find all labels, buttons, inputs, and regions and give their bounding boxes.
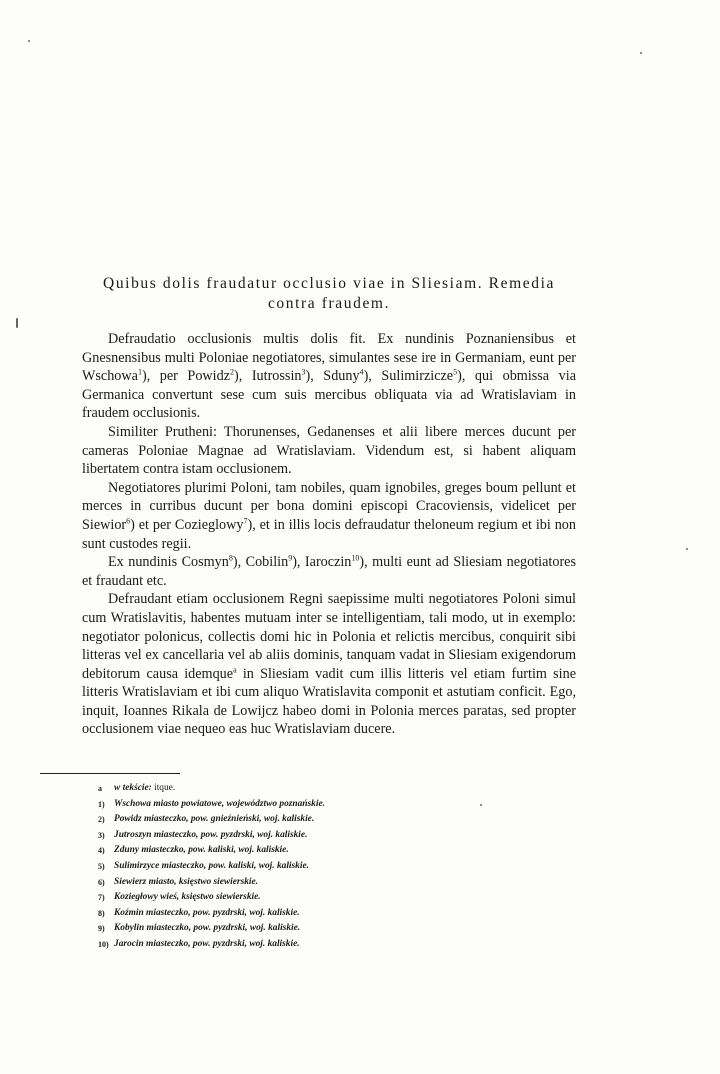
footnote-text [114,843,289,859]
paragraph-text: Negotiatores plurimi Poloni, tam nobiles, quam ignobiles, greges boum pellunt et merces in curribus ducunt per bona domini episcopi Cracoviensis, videlicet per Siewior [82,479,576,533]
heading-line-1: Quibus dolis fraudatur occlusio viae in Sliesiam. Remedia [103,275,555,292]
footnote-text-content: Koźmin miasteczko, pow. pyzdrski, woj. kaliskie. [114,907,300,918]
footnote [98,828,518,844]
footnote-text [114,859,309,875]
footnote-reference: 9 [288,553,293,563]
footnote-text [114,812,314,828]
paragraph-text: Defraudant etiam occlusionem Regni saepissime multi negotiatores Poloni simul cum Wratislavitis, habentes mutuam inter se intelligentiam, tali modo, ut in exemplo: negotiator polonicus, collectis domi hic in Polonia et relictis mercibus, conquirit sibi litteras vel ex cancellaria vel ab aliis dominis, tanquam vadat in Sliesiam exigendorum debitorum causa idemque [82,591,576,682]
body-paragraph [82,330,576,423]
paragraph-text: ), qui obmissa via Germanica convertunt sese cum suis mercibus obliquata via ad Wratislaviam in fraudem occlusionis. [82,368,576,422]
footnote-reference: 1 [137,367,142,377]
paragraph-text: Similiter Prutheni: Thorunenses, Gedanenses et alii libere merces ducunt per cameras Poloniae Magnae ad Wratislaviam. Videndum est, si habent aliquam libertatem contra istam occlusionem. [82,423,576,478]
paragraph-text: ), per Powidz [141,368,230,385]
body-paragraph [82,590,576,739]
footnote-mark: 5) [98,861,105,871]
body-paragraph [82,553,576,590]
paragraph-text: ), Cobilin [232,554,289,571]
footnote-text [114,921,300,937]
footnote-text-content: Kobylin miasteczko, pow. pyzdrski, woj. kaliskie. [114,923,301,934]
body-text [82,330,576,739]
paragraph-text: ), multi eunt ad Sliesiam negotiatores et fraudant etc. [82,554,576,589]
footnote-text-content: Zduny miasteczko, pow. kaliski, woj. kaliskie. [114,845,289,856]
paragraph-text: ), Sduny [305,368,360,385]
footnote-reference: 4 [359,367,364,377]
footnote-text [114,906,300,922]
footnote-reference: 10 [351,553,360,563]
paragraph-text: ), et in illis locis defraudatur theloneum regium et ibi non sunt custodes regii. [82,516,576,552]
footnote-plain-text: itque. [151,783,176,793]
footnote-mark: 4) [98,846,105,856]
footnote-mark: 8) [98,908,105,918]
footnote-text-content: Jarocin miasteczko, pow. pyzdrski, woj. kaliskie. [114,938,300,949]
footnote-mark: 9) [98,924,105,934]
footnote-reference: a [233,664,237,674]
footnote-text-content: Powidz miasteczko, pow. gnieźnieński, woj. kaliskie. [114,814,315,825]
paragraph-text: ), Sulimirzicze [363,368,454,385]
footnote [98,781,518,797]
body-paragraph [82,479,576,553]
footnote [98,843,518,859]
footnote-divider [40,773,180,774]
footnote-mark: 7) [98,893,105,903]
footnote [98,937,518,953]
scan-speck [480,804,482,806]
footnote-text [114,781,175,797]
paragraph-text: ) et per Cozieglowy [130,516,244,533]
footnote-text [114,828,307,844]
paragraph-text: ), Iutrossin [234,368,302,385]
footnote-reference: 6 [126,516,131,526]
footnote-text-content: Jutroszyn miasteczko, pow. pyzdrski, woj. kaliskie. [114,829,308,840]
paragraph-text: ), Iaroczin [292,554,352,571]
footnote [98,875,518,891]
footnote-mark: 2) [98,815,105,825]
heading-line-2: contra fraudem. [267,295,391,312]
footnote-mark: 1) [98,799,105,809]
paragraph-text: Defraudatio occlusionis multis dolis fit. Ex nundinis Poznaniensibus et Gnesnensibus multi Poloniae negotiatores, simulantes sese ire in Germaniam, eunt per Wschowa [82,331,576,385]
footnote-text [114,875,258,891]
scan-speck [28,40,30,42]
paragraph-text: Ex nundinis Cosmyn [108,554,229,571]
footnote-reference: 5 [453,367,458,377]
scan-speck [686,548,688,550]
footnote-mark: a [98,784,102,793]
footnotes [98,781,518,953]
footnote-text-content: Koziegłowy wieś, księstwo siewierskie. [114,892,261,903]
paragraph-text: in Sliesiam vadit cum illis litteris vel etiam furtim sine litteris Wratislaviam et ibi cum aliquo Wratislavita componit et astutiam conficit. Ego, inquit, Ioannes Rikala de Lowijcz habeo domi in Polonia merces paratas, sed propter occlusionem viae nequeo eas huc Wratislaviam ducere. [82,665,576,738]
footnote [98,906,518,922]
footnote-text-content: Siewierz miasto, księstwo siewierskie. [114,876,259,887]
scan-speck [640,52,642,54]
section-heading [64,274,594,314]
footnote-mark: 6) [98,877,105,887]
footnote-text [114,797,325,813]
footnote-reference: 2 [230,367,234,377]
footnote-mark: 3) [98,830,105,840]
footnote-reference: 8 [228,553,233,563]
footnote-reference: 7 [243,516,248,526]
body-paragraph [82,423,576,479]
footnote-text-content: w tekście: [114,783,152,793]
footnote-text [114,937,300,953]
footnote [98,921,518,937]
footnote [98,797,518,813]
footnote-text-content: Sulimirzyce miasteczko, pow. kaliski, woj. kaliskie. [114,860,309,871]
footnote-text-content: Wschowa miasto powiatowe, województwo poznańskie. [114,798,325,809]
scan-speck [16,318,18,328]
footnote-reference: 3 [301,367,306,377]
footnote-text [114,890,261,906]
footnote [98,859,518,875]
footnote [98,812,518,828]
footnote-mark: 10) [98,939,109,949]
footnote [98,890,518,906]
